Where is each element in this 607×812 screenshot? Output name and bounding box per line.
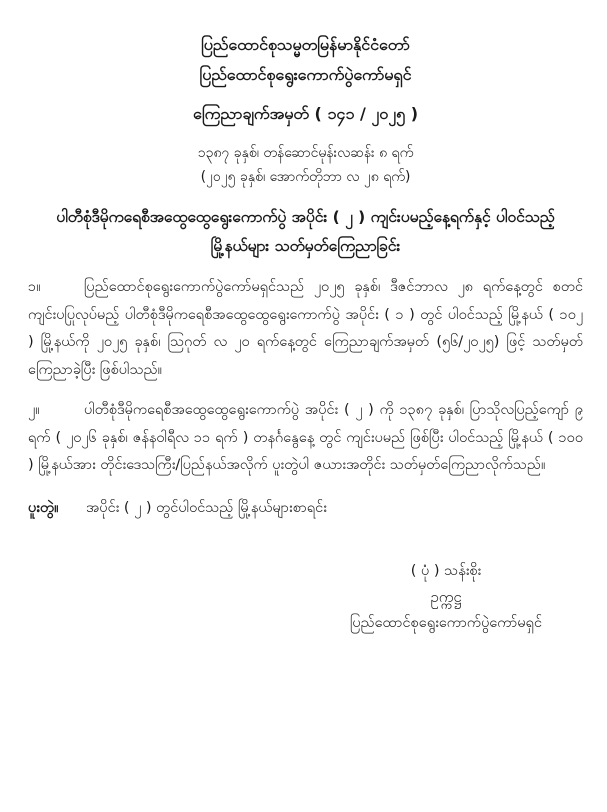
date-myanmar-calendar: ၁၃၈၇ ခုနှစ်၊ တန်ဆောင်မုန်းလဆန်း ၈ ရက် [197, 145, 414, 161]
document-header [28, 30, 583, 189]
paragraph-2-text: ပါတီစုံဒီမိုကရေစီအထွေထွေရွေးကောက်ပွဲ အပိုင်း ( ၂ ) ကို ၁၃၈၇ ခုနှစ်၊ ပြာသိုလပြည့်ကျော် ၉ ရက် ( ၂၀၂၆ ခုနှစ်၊ ဇန်နဝါရီလ ၁၁ ရက် ) တနင်္ဂနွေနေ့ တွင် ကျင်းပမည် ဖြစ်ပြီး ပါဝင်သည့် မြို့နယ် ( ၁၀၀ ) မြို့နယ်အား တိုင်းဒေသကြီး/ပြည်နယ်အလိုက် ပူးတွဲပါ ဇယားအတိုင်း သတ်မှတ်ကြေညာလိုက်သည်။ [28, 402, 583, 473]
paragraph-2 [28, 397, 583, 480]
paragraph-1-text: ပြည်ထောင်စုရွေးကောက်ပွဲကော်မရှင်သည် ၂၀၂၅ ခုနှစ်၊ ဒီဇင်ဘာလ ၂၈ ရက်နေ့တွင် စတင်ကျင်းပပြုလုပ်မည့် ပါတီစုံဒီမိုကရေစီအထွေထွေရွေးကောက်ပွဲ အပိုင်း ( ၁ ) တွင် ပါဝင်သည့် မြို့နယ် ( ၁၀၂ ) မြို့နယ်ကို ၂၀၂၅ ခုနှစ်၊ ဩဂုတ် လ ၂၀ ရက်နေ့တွင် ကြေညာချက်အမှတ် (၅၆/၂၀၂၅) ဖြင့် သတ်မှတ်ကြေညာခဲ့ပြီး ဖြစ်ပါသည်။ [28, 279, 583, 378]
paragraph-1-number: ၁။ [28, 279, 41, 295]
signature-name: ( ပုံ ) သန်းစိုး [410, 562, 482, 579]
document-title-line2: မြို့နယ်များ သတ်မှတ်ကြေညာခြင်း [210, 237, 401, 255]
date-gregorian: (၂၀၂၅ ခုနှစ်၊ အောက်တိုဘာ လ ၂၈ ရက်) [200, 169, 411, 185]
date-block [28, 141, 583, 189]
attachment-label: ပူးတွဲ။ [28, 499, 59, 516]
document-title [28, 203, 583, 261]
signature-position: ဥက္ကဋ္ဌ [430, 587, 462, 606]
country-title: ပြည်ထောင်စုသမ္မတမြန်မာနိုင်ငံတော် [201, 35, 410, 54]
paragraph-2-number: ၂။ [28, 402, 40, 418]
document-title-line1: ပါတီစုံဒီမိုကရေစီအထွေထွေရွေးကောက်ပွဲ အပိုင်း ( ၂ ) ကျင်းပမည့်နေ့ရက်နှင့် ပါဝင်သည့် [56, 208, 555, 226]
announcement-number: ကြေညာချက်အမှတ် ( ၁၄၁ / ၂၀၂၅ ) [192, 104, 419, 123]
paragraph-1 [28, 274, 583, 384]
signature-organization: ပြည်ထောင်စုရွေးကောက်ပွဲကော်မရှင် [349, 614, 543, 631]
signature-block [315, 558, 577, 636]
attachment-text: အပိုင်း ( ၂ ) တွင်ပါဝင်သည့် မြို့နယ်များစာရင်း [86, 499, 327, 516]
commission-title: ပြည်ထောင်စုရွေးကောက်ပွဲကော်မရှင် [199, 65, 412, 84]
attachment-line [28, 495, 583, 522]
